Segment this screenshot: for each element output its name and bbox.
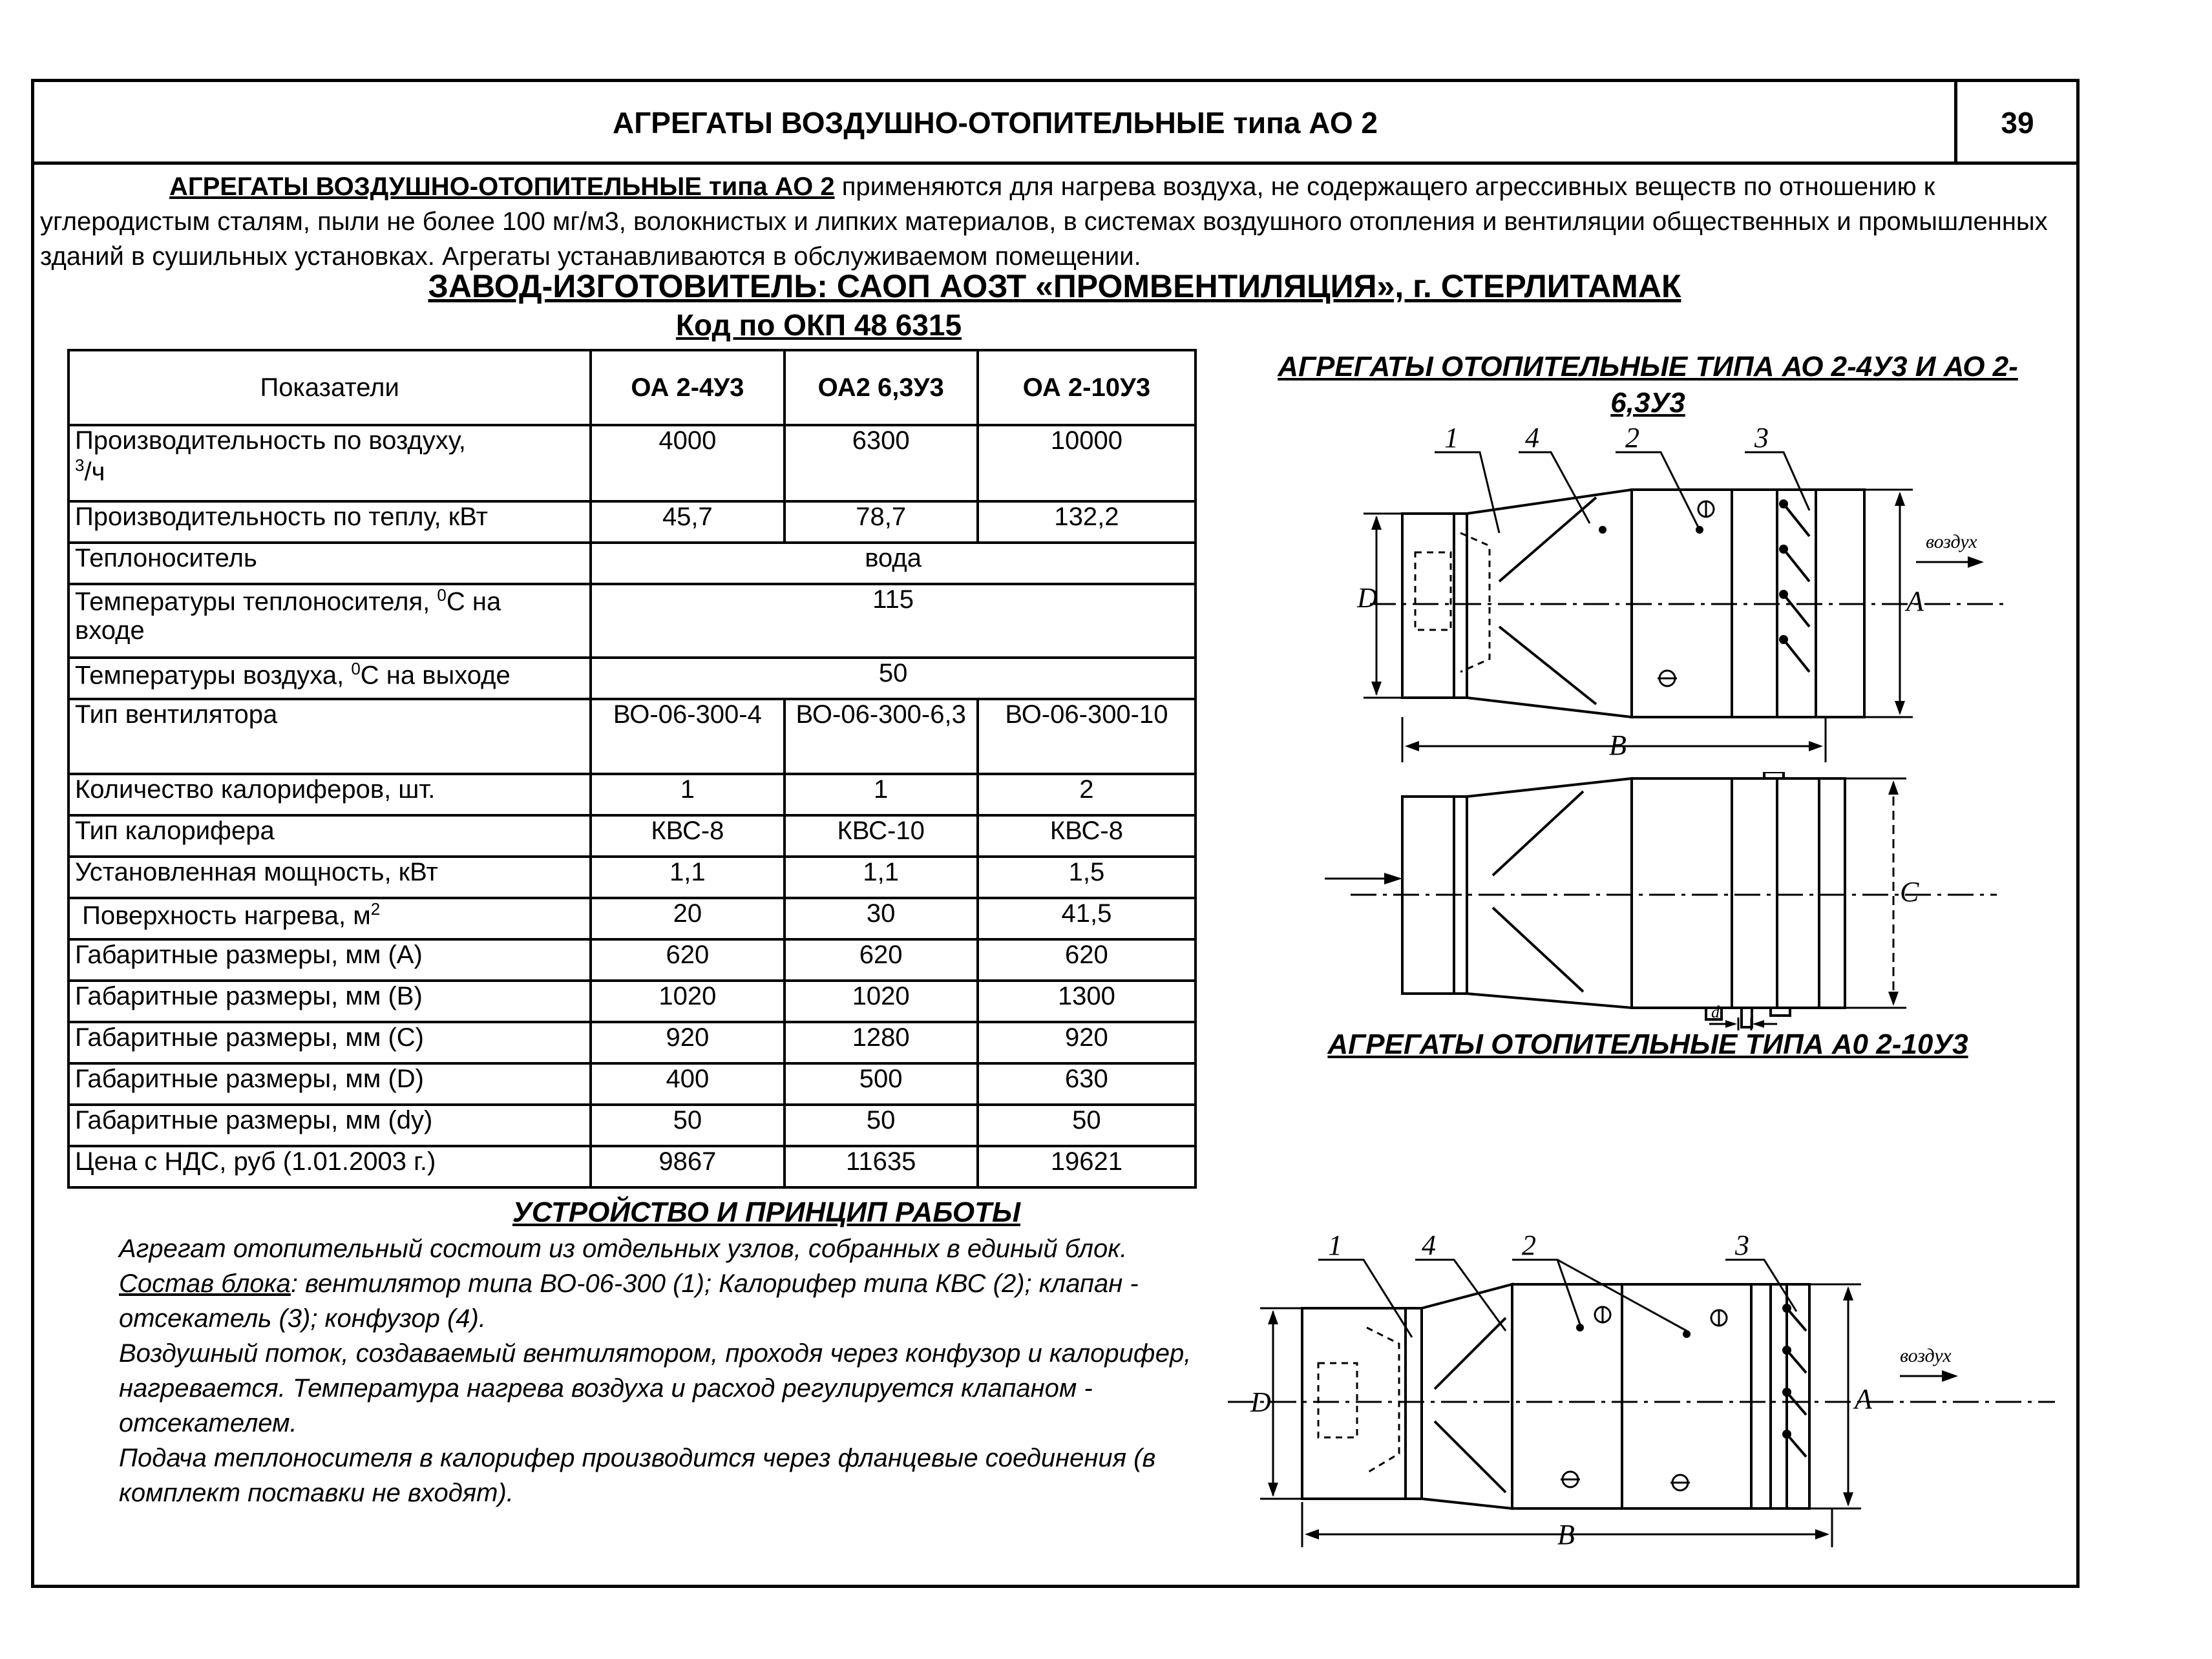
row-label: Производительность по воздуху, $^3$/ч xyxy=(68,425,591,501)
cell: 1 xyxy=(785,774,978,815)
cell: 50 xyxy=(785,1105,978,1146)
cell: 4000 xyxy=(591,425,784,501)
cell: 1020 xyxy=(785,981,978,1022)
table-row xyxy=(68,1146,1196,1187)
row-label: Габаритные размеры, мм (D) xyxy=(68,1063,591,1105)
cell: 41,5 xyxy=(978,898,1196,939)
row-label: Производительность по теплу, кВт xyxy=(68,501,591,543)
figure1-side-drawing xyxy=(1312,772,2010,1030)
dim-A: A xyxy=(1855,1383,1872,1415)
table-row xyxy=(68,981,1196,1022)
dim-A: A xyxy=(1906,585,1924,617)
cell: 20 xyxy=(591,898,784,939)
row-label: Цена с НДС, руб (1.01.2003 г.) xyxy=(68,1146,591,1187)
figure1-title: АГРЕГАТЫ ОТОПИТЕЛЬНЫЕ ТИПА АО 2-4У3 И АО 2-6,3У3 xyxy=(1278,351,2018,419)
cell: 45,7 xyxy=(591,501,784,543)
cell: КВС-8 xyxy=(591,815,784,857)
label-2: 2 xyxy=(1625,422,1639,454)
cell: 400 xyxy=(591,1063,784,1105)
cell: 620 xyxy=(591,939,784,981)
dim-B: B xyxy=(1609,729,1627,761)
row-label: Габаритные размеры, мм (С) xyxy=(68,1022,591,1063)
header-cell: Показатели xyxy=(68,350,591,425)
row-label: Поверхность нагрева, $м^2$ xyxy=(68,898,591,939)
header-cell: ОА2 6,3У3 xyxy=(785,350,978,425)
table-row xyxy=(68,658,1196,699)
cell: 500 xyxy=(785,1063,978,1105)
row-label: Количество калориферов, шт. xyxy=(68,774,591,815)
manufacturer: ЗАВОД-ИЗГОТОВИТЕЛЬ: САОП АОЗТ «ПРОМВЕНТИЛЯЦИЯ», г. СТЕРЛИТАМАК xyxy=(428,268,1681,304)
cell: 1,1 xyxy=(591,857,784,898)
cell: 19621 xyxy=(978,1146,1196,1187)
row-label: Температуры воздуха, $^0$С на выходе xyxy=(68,658,591,699)
cell: КВС-8 xyxy=(978,815,1196,857)
table-row xyxy=(68,898,1196,939)
label-1: 1 xyxy=(1328,1229,1342,1261)
label-2: 2 xyxy=(1522,1229,1536,1261)
cell: 920 xyxy=(591,1022,784,1063)
cell: 115 xyxy=(591,584,1196,658)
cell: ВО-06-300-6,3 xyxy=(785,699,978,774)
row-label: Установленная мощность, кВт xyxy=(68,857,591,898)
table-row xyxy=(68,857,1196,898)
table-row xyxy=(68,1105,1196,1146)
label-1: 1 xyxy=(1444,422,1459,454)
cell: 30 xyxy=(785,898,978,939)
cell: 132,2 xyxy=(978,501,1196,543)
cell: 2 xyxy=(978,774,1196,815)
table-row xyxy=(68,939,1196,981)
page-title: АГРЕГАТЫ ВОЗДУШНО-ОТОПИТЕЛЬНЫЕ типа АО 2 xyxy=(612,106,1378,140)
device-title: УСТРОЙСТВО И ПРИНЦИП РАБОТЫ xyxy=(512,1196,1020,1228)
device-p2: Состав блока: вентилятор типа ВО-06-300 (1); Калорифер типа КВС (2); клапан - отсекатель (3); конфузор (4). xyxy=(119,1269,1139,1333)
cell: 1,5 xyxy=(978,857,1196,898)
table-row xyxy=(68,699,1196,774)
dim-B: B xyxy=(1557,1519,1575,1550)
cell: 1280 xyxy=(785,1022,978,1063)
header-cell: ОА 2-4У3 xyxy=(591,350,784,425)
cell: ВО-06-300-4 xyxy=(591,699,784,774)
cell: 50 xyxy=(978,1105,1196,1146)
cell: 50 xyxy=(591,1105,784,1146)
cell: 78,7 xyxy=(785,501,978,543)
cell: 10000 xyxy=(978,425,1196,501)
row-label: Тип вентилятора xyxy=(68,699,591,774)
cell: КВС-10 xyxy=(785,815,978,857)
table-row xyxy=(68,425,1196,501)
label-4: 4 xyxy=(1525,422,1539,454)
figure2-drawing xyxy=(1221,1215,2061,1550)
cell: 1,1 xyxy=(785,857,978,898)
dim-dy: d xyxy=(1711,1003,1720,1021)
device-p1: Агрегат отопительный состоит из отдельных узлов, собранных в единый блок. xyxy=(119,1235,1128,1263)
cell: 1020 xyxy=(591,981,784,1022)
device-p3: Воздушный поток, создаваемый вентилятором, проходя через конфузор и калорифер, нагревается. Температура нагрева воздуха и расход регулируется клапаном - отсекателем. xyxy=(119,1339,1192,1437)
cell: 1300 xyxy=(978,981,1196,1022)
header-cell: ОА 2-10У3 xyxy=(978,350,1196,425)
table-row xyxy=(68,543,1196,584)
fan-flange xyxy=(1454,514,1467,698)
table-row xyxy=(68,1022,1196,1063)
row-label: Тип калорифера xyxy=(68,815,591,857)
air-label: воздух xyxy=(1926,531,1977,552)
dim-D: D xyxy=(1357,582,1378,614)
page-number-divider xyxy=(1954,79,1957,163)
page-number: 39 xyxy=(2001,106,2034,140)
dim-C: C xyxy=(1900,876,1919,908)
row-label: Габаритные размеры, мм (dy) xyxy=(68,1105,591,1146)
cell: 630 xyxy=(978,1063,1196,1105)
cell: 9867 xyxy=(591,1146,784,1187)
device-p4: Подача теплоносителя в калорифер производится через фланцевые соединения (в комплект поставки не входят). xyxy=(119,1444,1156,1507)
cell: 11635 xyxy=(785,1146,978,1187)
row-label: Габаритные размеры, мм (В) xyxy=(68,981,591,1022)
label-3: 3 xyxy=(1735,1229,1749,1261)
row-label: Габаритные размеры, мм (А) xyxy=(68,939,591,981)
table-row xyxy=(68,1063,1196,1105)
device-text xyxy=(35,1231,1198,1510)
cell: 620 xyxy=(785,939,978,981)
table-row xyxy=(68,584,1196,658)
header-divider xyxy=(31,162,2080,165)
cell: 620 xyxy=(978,939,1196,981)
table-row xyxy=(68,815,1196,857)
okp-code: Код по ОКП 48 6315 xyxy=(675,308,962,342)
figure1-drawing xyxy=(1331,413,2016,775)
table-header-row xyxy=(68,350,1196,425)
fan-housing xyxy=(1402,514,1454,698)
row-label: Теплоноситель xyxy=(68,543,591,584)
cell: 1 xyxy=(591,774,784,815)
table-row xyxy=(68,774,1196,815)
intro-lead: АГРЕГАТЫ ВОЗДУШНО-ОТОПИТЕЛЬНЫЕ типа АО 2 xyxy=(169,172,835,201)
spec-table xyxy=(67,349,1197,1189)
row-label: Температуры теплоносителя, $^0$С на входе xyxy=(68,584,591,658)
cell: ВО-06-300-10 xyxy=(978,699,1196,774)
air-label: воздух xyxy=(1900,1345,1952,1366)
intro-text: применяются для нагрева воздуха, не содержащего агрессивных веществ по отношению к углеродистым сталям, пыли не более 100 мг/м3, волокнистых и липких материалов, в системах воздушного отопления и вентиляции общественных и промышленных зданий в сушильных установках. Агрегаты устанавливаются в обслуживаемом помещении. xyxy=(40,172,2048,271)
intro-paragraph xyxy=(40,169,2069,274)
cell: 920 xyxy=(978,1022,1196,1063)
cell: вода xyxy=(591,543,1196,584)
cell: 6300 xyxy=(785,425,978,501)
cell: 50 xyxy=(591,658,1196,699)
dim-D: D xyxy=(1250,1386,1271,1418)
figure2-title: АГРЕГАТЫ ОТОПИТЕЛЬНЫЕ ТИПА А0 2-10У3 xyxy=(1327,1028,1968,1060)
label-3: 3 xyxy=(1754,422,1769,454)
table-row xyxy=(68,501,1196,543)
label-4: 4 xyxy=(1422,1229,1436,1261)
